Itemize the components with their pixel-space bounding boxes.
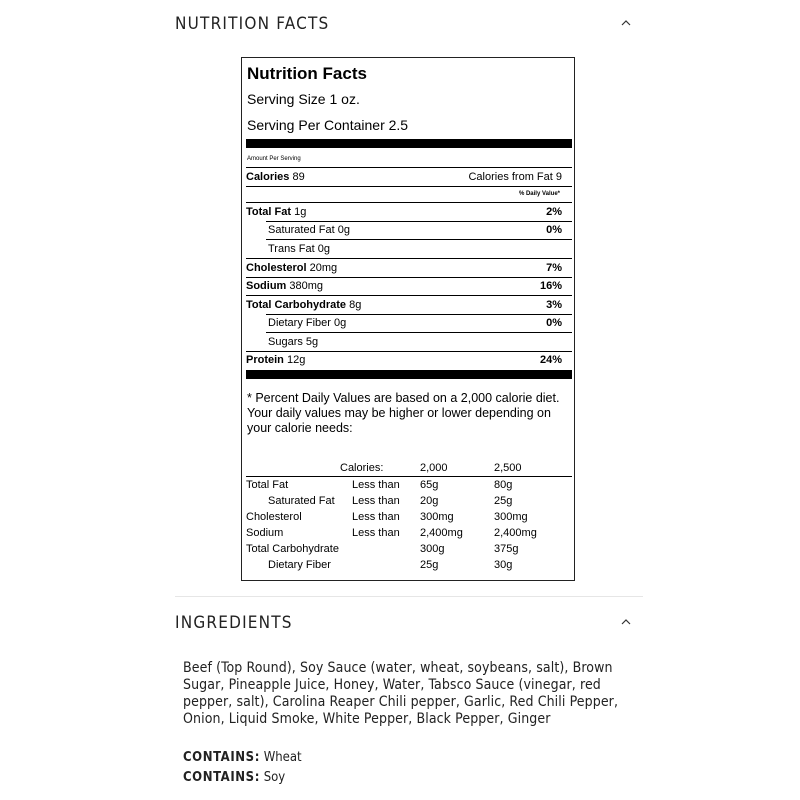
nutrient-name: Trans Fat: [268, 243, 315, 255]
rule: [246, 277, 572, 278]
thick-rule: [246, 370, 572, 379]
nutrient-dv: 2%: [546, 206, 562, 218]
contains-value: Soy: [263, 770, 286, 785]
nutrient-name: Sugars: [268, 336, 303, 348]
nutrient-amount: 12g: [286, 354, 306, 366]
nutrition-label: [241, 57, 575, 581]
thick-rule: [246, 139, 572, 148]
nutrient-dv: 7%: [546, 262, 562, 274]
dv-table-row: [246, 495, 572, 511]
chevron-up-icon[interactable]: [621, 617, 631, 627]
daily-value-footnote: * Percent Daily Values are based on a 2,000 calorie diet. Your daily values may be higher or lower depending on your calorie needs:: [247, 391, 560, 435]
contains-value: Wheat: [263, 750, 302, 765]
section-title: INGREDIENTS: [175, 613, 293, 633]
contains-line: [183, 770, 285, 785]
dv-table-row: [246, 479, 572, 495]
rule: [266, 314, 572, 315]
rule: [246, 295, 572, 296]
dv-header-col2: 2,500: [494, 462, 522, 474]
nutrient-name: Sodium: [246, 280, 287, 292]
nutrient-name: Saturated Fat: [268, 224, 335, 236]
nutrient-name: Total Fat: [246, 206, 292, 218]
section-title: NUTRITION FACTS: [175, 14, 330, 34]
nutrition-facts-header[interactable]: [175, 14, 643, 54]
dv-row-value-2500: 2,400mg: [494, 527, 537, 539]
nutrient-amount: 1g: [294, 206, 307, 218]
nutrient-dv: 24%: [539, 354, 562, 366]
rule: [266, 332, 572, 333]
contains-line: [183, 750, 302, 765]
nutrient-amount: 8g: [349, 299, 362, 311]
dv-row-name: Total Carbohydrate: [246, 543, 339, 555]
dv-row-qualifier: Less than: [352, 511, 400, 523]
nutrient-amount: 0g: [317, 243, 330, 255]
nutrient-amount: 0g: [334, 317, 347, 329]
dv-row-value-2000: 300mg: [420, 511, 454, 523]
nutrient-amount: 20mg: [309, 262, 338, 274]
calories-label: Calories: [246, 171, 290, 183]
nutrient-amount: 380mg: [289, 280, 324, 292]
dv-row-value-2500: 375g: [494, 543, 519, 555]
rule: [266, 221, 572, 222]
calories-from-fat: Calories from Fat 9: [468, 171, 562, 183]
dv-row-value-2000: 300g: [420, 543, 445, 555]
amount-per-serving: Amount Per Serving: [247, 156, 301, 162]
servings-per-container: Serving Per Container 2.5: [247, 117, 409, 133]
dv-row-name: Total Fat: [246, 479, 289, 491]
dv-table-row: [246, 511, 572, 527]
contains-label: CONTAINS:: [183, 750, 260, 765]
dv-row-value-2500: 25g: [494, 495, 513, 507]
calories-value: 89: [292, 171, 305, 183]
dv-row-qualifier: Less than: [352, 527, 400, 539]
rule: [266, 239, 572, 240]
rule: [246, 476, 572, 477]
ingredients-text: Beef (Top Round), Soy Sauce (water, wheat, soybeans, salt), Brown Sugar, Pineapple Juice, Honey, Water, Tabsco Sauce (vinegar, red pepper, salt), Carolina Reaper Chili pepper, Garlic, Red Chili Pepper, Onion, Liquid Smoke, White Pepper, Black Pepper, Ginger: [183, 660, 619, 727]
contains-label: CONTAINS:: [183, 770, 260, 785]
nutrient-name: Total Carbohydrate: [246, 299, 347, 311]
dv-row-name: Cholesterol: [246, 511, 302, 523]
nutrient-name: Dietary Fiber: [268, 317, 331, 329]
rule: [246, 186, 572, 187]
dv-row-name: Sodium: [246, 527, 284, 539]
dv-row-value-2000: 25g: [420, 559, 439, 571]
nutrient-name: Cholesterol: [246, 262, 307, 274]
nutrient-dv: 0%: [546, 317, 562, 329]
dv-table-row: [246, 543, 572, 559]
section-divider: [175, 596, 643, 597]
dv-table-row: [246, 527, 572, 543]
label-title: Nutrition Facts: [247, 64, 367, 83]
dv-header-label: Calories:: [340, 462, 384, 474]
daily-value-header: % Daily Value*: [518, 191, 560, 197]
ingredients-header[interactable]: [175, 613, 643, 653]
dv-row-value-2000: 2,400mg: [420, 527, 463, 539]
nutrient-dv: 0%: [546, 224, 562, 236]
nutrient-dv: 3%: [546, 299, 562, 311]
nutrient-amount: 5g: [305, 336, 319, 348]
nutrient-dv: 16%: [539, 280, 562, 292]
nutrient-name: Protein: [246, 354, 284, 366]
chevron-up-icon[interactable]: [621, 18, 631, 28]
dv-row-qualifier: Less than: [352, 479, 400, 491]
rule: [246, 258, 572, 259]
rule: [246, 167, 572, 168]
dv-row-qualifier: Less than: [352, 495, 400, 507]
rule: [246, 202, 572, 203]
dv-row-value-2000: 65g: [420, 479, 439, 491]
rule: [246, 351, 572, 352]
dv-row-value-2500: 80g: [494, 479, 513, 491]
nutrient-amount: 0g: [337, 224, 350, 236]
dv-row-value-2000: 20g: [420, 495, 439, 507]
serving-size: Serving Size 1 oz.: [247, 91, 360, 107]
dv-row-value-2500: 30g: [494, 559, 513, 571]
dv-row-name: Saturated Fat: [268, 495, 335, 507]
dv-table-row: [246, 559, 572, 575]
dv-row-value-2500: 300mg: [494, 511, 528, 523]
dv-row-name: Dietary Fiber: [268, 559, 331, 571]
dv-header-col1: 2,000: [420, 462, 448, 474]
